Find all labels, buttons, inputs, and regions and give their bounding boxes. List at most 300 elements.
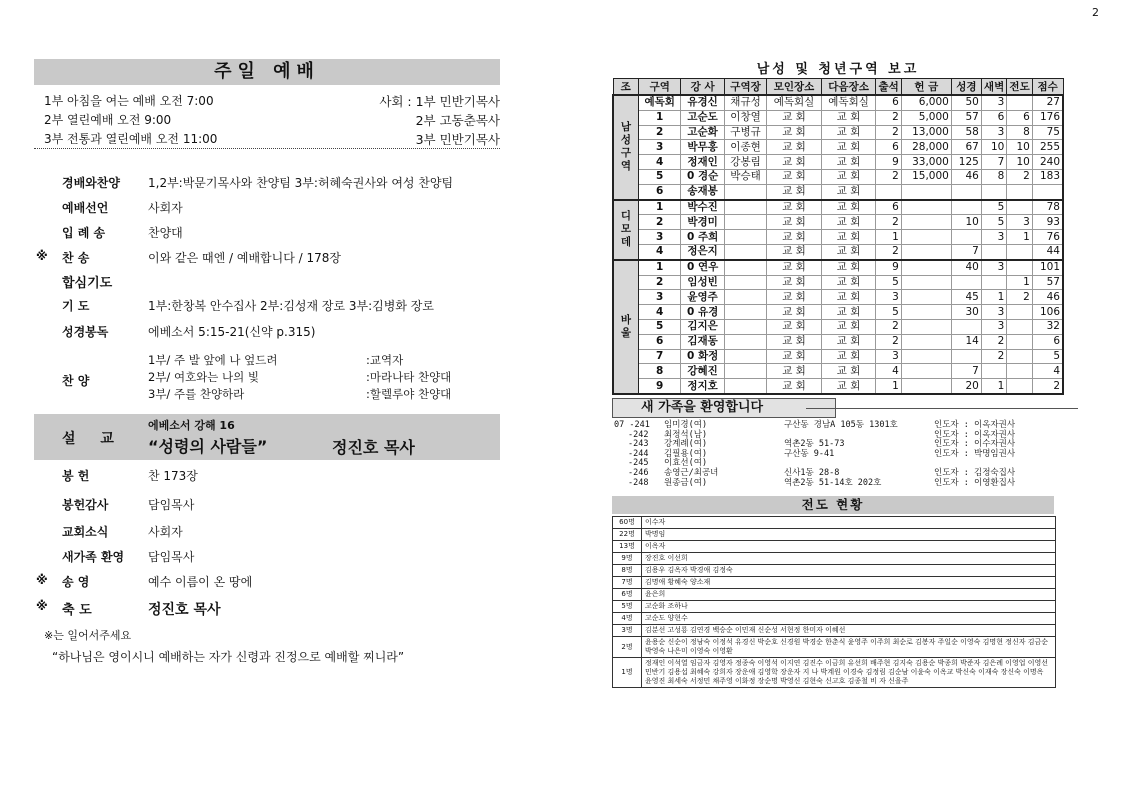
report-row [613, 110, 1063, 125]
report-cell [951, 184, 981, 199]
report-cell: 2 [639, 215, 681, 230]
report-cell: 2 [1007, 169, 1033, 184]
order-prayer [40, 297, 500, 317]
evangelism-count: 3명 [613, 625, 642, 637]
order-label: 새가족 환영 [62, 550, 125, 564]
report-header-cell: 구역 [639, 79, 681, 96]
report-cell: 교 회 [821, 110, 876, 125]
report-cell [1007, 260, 1033, 275]
report-header-cell: 성경 [951, 79, 981, 96]
order-value: 찬 173장 [148, 469, 198, 483]
report-cell: 교 회 [821, 334, 876, 349]
report-cell [901, 184, 951, 199]
report-cell: 30 [951, 305, 981, 320]
report-cell [901, 260, 951, 275]
order-value: 1,2부:박문기목사와 찬양팀 3부:허혜숙권사와 여성 찬양팀 [148, 176, 454, 190]
report-cell: 255 [1032, 140, 1063, 155]
report-cell: 박승태 [724, 169, 766, 184]
welcome-divider [806, 408, 1078, 409]
order-value: 담임목사 [148, 498, 195, 512]
order-reading [40, 323, 500, 343]
report-cell [901, 275, 951, 290]
evangelism-count: 60명 [613, 517, 642, 529]
report-cell [951, 200, 981, 215]
report-group [613, 200, 1063, 260]
report-group [613, 260, 1063, 394]
report-cell: 정지호 [681, 379, 724, 394]
report-cell [1007, 200, 1033, 215]
evangelism-row [613, 517, 1056, 529]
evangelism-names: 김분선 고성룡 김연경 백승순 이민재 신순성 서현정 한미자 이혜선 [642, 625, 1056, 637]
order-label: 찬 양 [62, 374, 90, 388]
report-row [613, 155, 1063, 170]
report-cell: 박수진 [681, 200, 724, 215]
report-header-cell: 강 사 [681, 79, 724, 96]
report-cell: 교 회 [821, 305, 876, 320]
sermon-label: 설 교 [62, 431, 124, 447]
order-doxology [36, 573, 500, 593]
report-cell: 183 [1032, 169, 1063, 184]
report-cell: 3 [981, 230, 1007, 245]
report-header-row [613, 79, 1063, 96]
evangelism-row [613, 658, 1056, 688]
service-leader: 2부 고동춘목사 [415, 113, 500, 128]
member-number: -242 [628, 429, 649, 440]
report-cell [1007, 364, 1033, 379]
report-cell: 3 [639, 290, 681, 305]
evangelism-names: 장진호 이선희 [642, 553, 1056, 565]
report-row [613, 140, 1063, 155]
report-header-cell: 헌 금 [901, 79, 951, 96]
sermon-reference: 에베소서 강해 16 [148, 419, 235, 432]
report-row [613, 95, 1063, 110]
report-cell: 10 [1007, 155, 1033, 170]
report-cell: 2 [981, 349, 1007, 364]
order-value: 에베소서 5:15-21(신약 p.315) [148, 325, 316, 339]
sermon-title: “성령의 사람들” [148, 437, 268, 456]
report-cell: 15,000 [901, 169, 951, 184]
order-label: 송 영 [62, 575, 90, 589]
report-cell: 교 회 [821, 125, 876, 140]
evangelism-names: 김명애 황혜숙 양소재 [642, 577, 1056, 589]
report-row [613, 379, 1063, 394]
report-cell: 4 [1032, 364, 1063, 379]
evangelism-count: 5명 [613, 601, 642, 613]
report-cell: 교 회 [821, 230, 876, 245]
report-cell: 6 [639, 184, 681, 199]
report-cell: 이종현 [724, 140, 766, 155]
report-cell: 28,000 [901, 140, 951, 155]
report-cell [901, 230, 951, 245]
report-cell [1032, 184, 1063, 199]
service-leader: 사회 : 1부 민반기목사 [379, 94, 500, 109]
report-cell [901, 244, 951, 259]
member-name: 송영근/최공녀 [664, 467, 719, 478]
evangelism-row [613, 541, 1056, 553]
report-cell [901, 349, 951, 364]
report-cell [724, 200, 766, 215]
report-cell: 6,000 [901, 95, 951, 110]
report-cell: 2 [876, 334, 902, 349]
evangelism-row [613, 601, 1056, 613]
order-value: 이와 같은 때엔 / 예배합니다 / 178장 [148, 251, 341, 265]
report-cell: 5 [876, 275, 902, 290]
report-cell: 93 [1032, 215, 1063, 230]
report-cell [1007, 319, 1033, 334]
report-cell: 1 [639, 200, 681, 215]
member-address: 신사1동 28-8 [784, 467, 840, 478]
report-cell [724, 230, 766, 245]
evangelism-row [613, 553, 1056, 565]
evangelism-names: 윤은희 [642, 589, 1056, 601]
report-cell: 4 [639, 244, 681, 259]
report-header-cell: 다음장소 [821, 79, 876, 96]
report-cell: 교 회 [767, 349, 822, 364]
order-value: 정진호 목사 [148, 602, 221, 618]
evangelism-row [613, 565, 1056, 577]
report-header-cell: 출석 [876, 79, 902, 96]
member-address: 역촌2동 51-73 [784, 439, 845, 450]
order-opening [40, 199, 500, 219]
song-title: 3부/ 주를 찬양하라 [148, 387, 245, 401]
report-row [613, 260, 1063, 275]
welcome-title: 새 가족을 환영합니다 [612, 398, 836, 418]
member-guide: 인도자 : 김정숙집사 [934, 467, 1016, 478]
report-cell: 33,000 [901, 155, 951, 170]
report-cell: 76 [1032, 230, 1063, 245]
member-guide: 인도자 : 박명임권사 [934, 448, 1016, 459]
report-header-cell: 조 [613, 79, 639, 96]
report-header-cell: 새벽 [981, 79, 1007, 96]
report-cell: 고순화 [681, 125, 724, 140]
order-benediction [36, 599, 500, 619]
report-cell: 1 [639, 110, 681, 125]
report-cell [1007, 379, 1033, 394]
report-cell: 3 [639, 140, 681, 155]
service-row-2 [44, 111, 500, 129]
song-choir: :할렐루야 찬양대 [366, 387, 452, 401]
new-member-row [614, 479, 1084, 489]
report-cell: 교 회 [767, 110, 822, 125]
report-cell: 7 [639, 349, 681, 364]
report-cell: 5 [981, 215, 1007, 230]
report-cell: 2 [876, 319, 902, 334]
order-value: 1부:한창복 안수집사 2부:김성재 장로 3부:김병화 장로 [148, 299, 434, 313]
report-cell: 강봉림 [724, 155, 766, 170]
report-cell: 3 [981, 260, 1007, 275]
report-group-name: 디 모 데 [613, 200, 639, 260]
report-cell: 교 회 [821, 169, 876, 184]
report-cell: 9 [876, 155, 902, 170]
report-cell: 교 회 [767, 140, 822, 155]
report-cell: 교 회 [767, 364, 822, 379]
report-cell: 78 [1032, 200, 1063, 215]
report-cell: 교 회 [821, 319, 876, 334]
report-row [613, 334, 1063, 349]
report-group [613, 95, 1063, 200]
report-row [613, 364, 1063, 379]
report-cell: 교 회 [821, 184, 876, 199]
evangelism-names: 박명임 [642, 529, 1056, 541]
report-row [613, 169, 1063, 184]
report-cell: 2 [981, 334, 1007, 349]
order-label: 교회소식 [62, 525, 109, 539]
report-cell: 교 회 [767, 290, 822, 305]
report-cell: 6 [1007, 110, 1033, 125]
worship-banner: 주일 예배 [34, 59, 500, 85]
report-cell: 교 회 [821, 215, 876, 230]
order-entry [40, 224, 500, 244]
report-row [613, 184, 1063, 199]
evangelism-count: 8명 [613, 565, 642, 577]
report-cell: 2 [1032, 379, 1063, 394]
member-number: -246 [628, 467, 649, 478]
report-cell [724, 349, 766, 364]
report-cell: 6 [876, 140, 902, 155]
report-cell [901, 305, 951, 320]
new-member-list [614, 421, 1084, 488]
evangelism-count: 1명 [613, 658, 642, 688]
report-cell: 교 회 [767, 305, 822, 320]
report-cell: 예독회실 [821, 95, 876, 110]
order-label: 봉 헌 [62, 469, 90, 483]
report-cell: 240 [1032, 155, 1063, 170]
report-cell: 176 [1032, 110, 1063, 125]
evangelism-count: 6명 [613, 589, 642, 601]
report-cell [1007, 305, 1033, 320]
report-header-cell: 구역장 [724, 79, 766, 96]
report-cell [901, 215, 951, 230]
report-cell: 교 회 [767, 319, 822, 334]
report-cell [951, 349, 981, 364]
report-cell: 8 [981, 169, 1007, 184]
report-cell: 채규성 [724, 95, 766, 110]
stand-mark: ※ [36, 573, 48, 587]
song-title: 1부/ 주 발 앞에 나 엎드려 [148, 353, 278, 367]
member-guide: 인도자 : 이영환집사 [934, 477, 1016, 488]
evangelism-count: 9명 [613, 553, 642, 565]
report-cell: 6 [876, 200, 902, 215]
report-group-name: 바 울 [613, 260, 639, 394]
report-cell: 125 [951, 155, 981, 170]
member-number: -248 [628, 477, 649, 488]
report-cell [901, 319, 951, 334]
service-row-3 [44, 130, 500, 148]
report-cell: 2 [876, 244, 902, 259]
member-name: 이효선(여) [664, 458, 708, 469]
report-cell [981, 244, 1007, 259]
report-cell: 김재동 [681, 334, 724, 349]
member-name: 원종금(여) [664, 477, 708, 488]
report-cell: 4 [639, 305, 681, 320]
report-cell [724, 305, 766, 320]
report-cell: 58 [951, 125, 981, 140]
report-cell: 임성빈 [681, 275, 724, 290]
order-offering [40, 467, 500, 487]
report-cell: 예독회실 [767, 95, 822, 110]
report-cell: 교 회 [821, 290, 876, 305]
report-cell: 교 회 [767, 155, 822, 170]
member-address: 구산동 경남A 105동 1301호 [784, 420, 898, 430]
service-leader: 3부 민반기목사 [415, 132, 500, 147]
sermon-preacher: 정진호 목사 [332, 438, 415, 457]
report-header-cell: 점수 [1032, 79, 1063, 96]
report-cell [1007, 334, 1033, 349]
report-group-name: 남 성 구 역 [613, 95, 639, 200]
report-cell: 6 [1032, 334, 1063, 349]
report-cell: 8 [1007, 125, 1033, 140]
stand-mark: ※ [36, 599, 48, 613]
report-cell: 40 [951, 260, 981, 275]
report-cell: 0 주희 [681, 230, 724, 245]
order-label: 봉헌감사 [62, 498, 109, 512]
member-name: 최정석(남) [664, 429, 708, 440]
order-family [40, 548, 500, 568]
report-cell [901, 200, 951, 215]
report-cell: 교 회 [767, 260, 822, 275]
report-cell: 교 회 [821, 260, 876, 275]
report-cell: 윤영주 [681, 290, 724, 305]
order-thanks [40, 496, 500, 516]
order-news [40, 523, 500, 543]
report-cell [724, 364, 766, 379]
report-cell [724, 319, 766, 334]
page-number: 2 [1092, 6, 1099, 19]
report-cell: 75 [1032, 125, 1063, 140]
evangelism-row [613, 613, 1056, 625]
report-cell: 2 [876, 125, 902, 140]
report-cell: 1 [1007, 275, 1033, 290]
evangelism-names: 고순도 양현수 [642, 613, 1056, 625]
service-time: 2부 열린예배 오전 9:00 [44, 113, 172, 127]
report-cell: 45 [951, 290, 981, 305]
report-cell: 유경신 [681, 95, 724, 110]
member-address: 구산동 9-41 [784, 448, 835, 459]
report-cell: 6 [639, 334, 681, 349]
report-cell [951, 230, 981, 245]
choir-song [148, 386, 498, 403]
member-number: -245 [628, 458, 649, 469]
report-cell: 교 회 [821, 275, 876, 290]
report-cell: 1 [639, 260, 681, 275]
order-label: 성경봉독 [62, 325, 109, 339]
member-name: 강계례(여) [664, 439, 708, 450]
report-title: 남성 및 청년구역 보고 [756, 62, 920, 77]
evangelism-row [613, 625, 1056, 637]
report-cell [901, 379, 951, 394]
order-value: 담임목사 [148, 550, 195, 564]
report-cell: 박경미 [681, 215, 724, 230]
report-cell: 5,000 [901, 110, 951, 125]
report-cell: 정재인 [681, 155, 724, 170]
report-cell: 10 [951, 215, 981, 230]
report-cell [981, 184, 1007, 199]
song-choir: :마라나타 찬양대 [366, 370, 452, 384]
evangelism-names: 윤용순 신순이 정남숙 이정석 유경신 박순호 신경원 박경순 한춘식 윤영주 이주희 최순로 김봉자 주일순 이영숙 김명현 정신자 김금순 박영숙 나은미 이영숙 이영환 [642, 637, 1056, 658]
report-cell: 2 [639, 125, 681, 140]
report-cell: 교 회 [767, 125, 822, 140]
report-cell: 5 [876, 305, 902, 320]
report-cell: 구병규 [724, 125, 766, 140]
order-label: 축 도 [62, 603, 92, 618]
report-cell: 강혜진 [681, 364, 724, 379]
report-cell: 14 [951, 334, 981, 349]
report-cell [981, 364, 1007, 379]
report-cell [1007, 244, 1033, 259]
report-cell: 3 [981, 305, 1007, 320]
evangelism-count: 13명 [613, 541, 642, 553]
report-cell: 2 [876, 169, 902, 184]
report-cell: 교 회 [821, 379, 876, 394]
evangelism-names: 김용우 김옥자 박경애 김정숙 [642, 565, 1056, 577]
order-value: 예수 이름이 온 땅에 [148, 575, 253, 589]
member-number: -244 [628, 448, 649, 459]
report-cell [724, 290, 766, 305]
report-cell: 9 [639, 379, 681, 394]
report-cell: 교 회 [821, 155, 876, 170]
report-cell: 교 회 [767, 200, 822, 215]
report-cell: 교 회 [767, 275, 822, 290]
order-value: 찬양대 [148, 226, 183, 240]
report-cell: 3 [876, 290, 902, 305]
song-choir: :교역자 [366, 353, 404, 367]
report-cell [724, 275, 766, 290]
order-unison [40, 272, 500, 292]
evangelism-row [613, 589, 1056, 601]
report-cell [901, 364, 951, 379]
dotted-divider [34, 148, 500, 149]
report-cell: 5 [639, 169, 681, 184]
report-row [613, 125, 1063, 140]
report-cell: 0 연우 [681, 260, 724, 275]
report-cell: 1 [876, 379, 902, 394]
evangelism-row [613, 577, 1056, 589]
report-cell: 6 [876, 95, 902, 110]
report-cell: 교 회 [767, 184, 822, 199]
order-value: 사회자 [148, 525, 183, 539]
report-cell: 0 경순 [681, 169, 724, 184]
report-cell: 1 [981, 379, 1007, 394]
report-cell: 3 [1007, 215, 1033, 230]
report-cell: 9 [876, 260, 902, 275]
report-cell: 3 [981, 125, 1007, 140]
evangelism-names: 정재인 이석열 임금자 김영자 정종숙 이영석 이지연 김진수 이금희 유선희 배주현 김지숙 김용순 박종희 박준자 김은례 이영업 이영선 민반기 김용섭 최혜숙 강희자 장운애 김영학 장운자 지 나 박계원 이경숙 김정림 김순남 이윤숙 이옥교 박신숙 이재숙 장신숙 이명옥 윤영진 최세숙 서정민 채주영 이화정 장순명 박영신 김현숙 신고호 김종철 비 자 신을주 [642, 658, 1056, 688]
report-cell: 2 [876, 110, 902, 125]
report-row [613, 305, 1063, 320]
service-time: 1부 아침을 여는 예배 오전 7:00 [44, 94, 214, 108]
evangelism-count: 7명 [613, 577, 642, 589]
report-cell [1007, 95, 1033, 110]
report-cell: 6 [981, 110, 1007, 125]
evangelism-title: 전도 현황 [612, 496, 1054, 514]
report-row [613, 244, 1063, 259]
order-label: 입 례 송 [62, 226, 106, 240]
order-label: 예배선언 [62, 201, 109, 215]
report-cell [724, 184, 766, 199]
report-cell: 0 화정 [681, 349, 724, 364]
report-cell: 46 [1032, 290, 1063, 305]
report-cell: 3 [876, 349, 902, 364]
choir-song [148, 369, 498, 386]
report-cell: 5 [1032, 349, 1063, 364]
evangelism-count: 4명 [613, 613, 642, 625]
order-label: 찬 송 [62, 251, 90, 265]
choir-song-list [148, 352, 498, 403]
evangelism-count: 2명 [613, 637, 642, 658]
report-cell: 5 [981, 200, 1007, 215]
report-cell: 교 회 [767, 334, 822, 349]
report-row [613, 275, 1063, 290]
